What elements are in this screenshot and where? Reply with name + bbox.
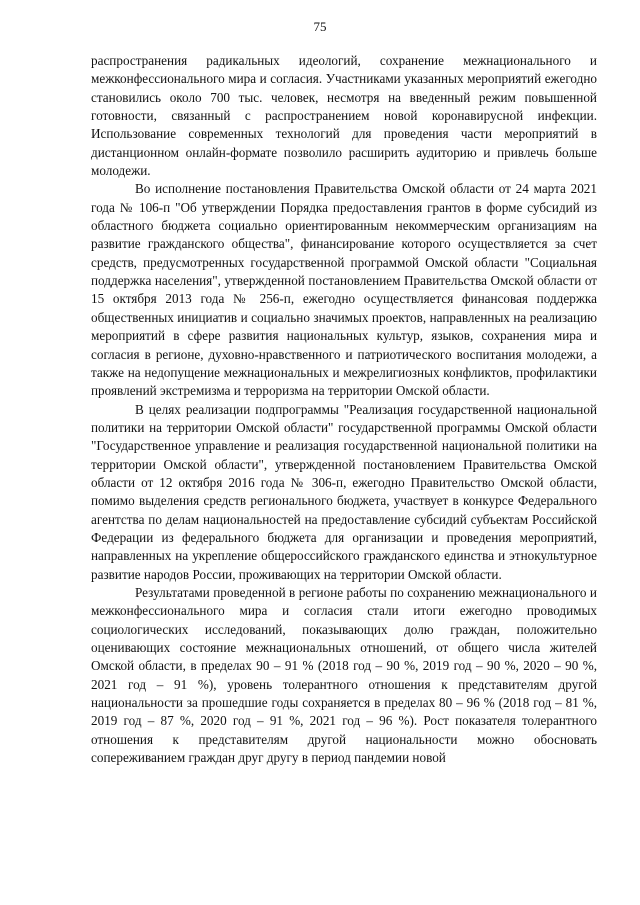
paragraph-3: В целях реализации подпрограммы "Реализация государственной национальной политики на территории Омской области" государственной программы Омской области "Государственное управление и реализация государственной национальной политики на территории Омской области", утвержденной постановлением Правительства Омской области от 12 октября 2016 года № 306-п, ежегодно Правительство Омской области, помимо выделения средств регионального бюджета, участвует в конкурсе Федерального агентства по делам национальностей на предоставление субсидий субъектам Российской Федерации из федерального бюджета для организации и проведения мероприятий, направленных на укрепление общероссийского гражданского единства и этнокультурное развитие народов России, проживающих на территории Омской области. (91, 401, 597, 582)
page-number: 75 (313, 19, 327, 34)
paragraph-1: распространения радикальных идеологий, сохранение межнационального и межконфессионального мира и согласия. Участниками указанных мероприятий ежегодно становились около 700 тыс. человек, несмотря на введенный режим повышенной готовности, связанный с распространением новой коронавирусной инфекции. Использование современных технологий для проведения части мероприятий в дистанционном онлайн-формате позволило расширить аудиторию и привлечь больше молодежи. (91, 53, 597, 179)
paragraph-4: Результатами проведенной в регионе работы по сохранению межнационального и межконфессионального мира и согласия стали итоги ежегодно проводимых социологических исследований, показывающих долю граждан, положительно оценивающих состояние межнациональных отношений, от общего числа жителей Омской области, в пределах 90 – 91 % (2018 год – 90 %, 2019 год – 90 %, 2020 – 90 %, 2021 год – 91 %), уровень толерантного отношения к представителям другой национальности за прошедшие годы сохраняется в пределах 80 – 96 % (2018 год – 81 %, 2019 год – 87 %, 2020 год – 91 %, 2021 год – 96 %). Рост показателя толерантного отношения к представителям другой национальности можно обосновать сопереживанием граждан друг другу в период пандемии новой (91, 584, 597, 766)
document-body (91, 52, 597, 767)
paragraph-2: Во исполнение постановления Правительства Омской области от 24 марта 2021 года № 106-п "Об утверждении Порядка предоставления грантов в форме субсидий из областного бюджета социально ориентированным некоммерческим организациям на развитие гражданского общества", финансирование которого осуществляется за счет средств, предусмотренных государственной программой Омской области "Социальная поддержка населения", утвержденной постановлением Правительства Омской области от 15 октября 2013 года № 256-п, ежегодно осуществляется финансовая поддержка общественных инициатив и социально значимых проектов, направленных на реализацию мероприятий в сфере развития национальных культур, языков, сохранения мира и согласия в регионе, духовно-нравственного и патриотического воспитания молодежи, а также на недопущение межнациональных и межрелигиозных конфликтов, профилактики проявлений экстремизма и терроризма на территории Омской области. (91, 181, 597, 399)
